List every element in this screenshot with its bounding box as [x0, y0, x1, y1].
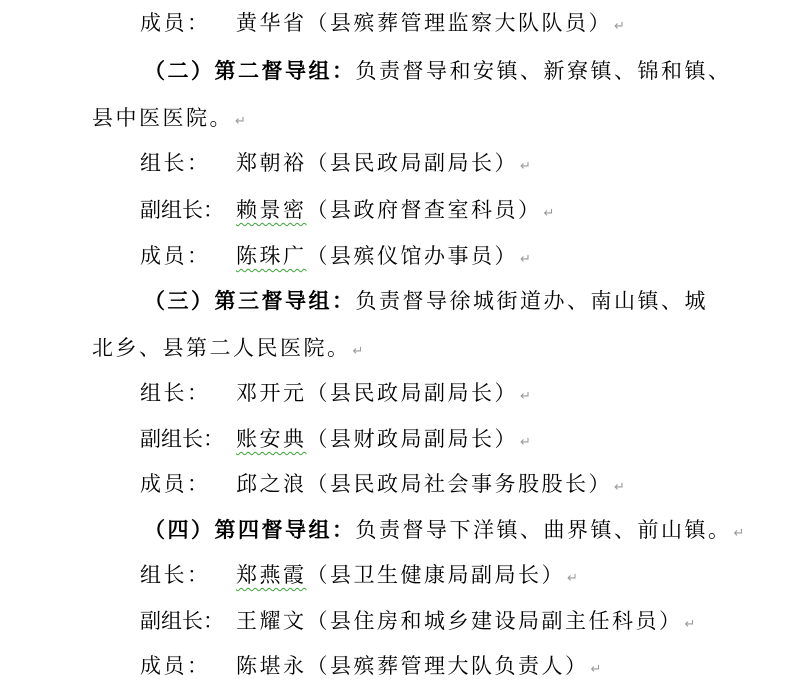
group-heading: （二）第二督导组：: [144, 58, 356, 83]
paragraph-mark-icon: ↵: [567, 571, 578, 586]
deputy-leader-line: [140, 424, 531, 458]
role-label: 副组长：: [140, 198, 224, 222]
person-title: （县卫生健康局副局长）: [306, 563, 565, 587]
member-line: [140, 8, 625, 42]
role-label: 成 员：: [140, 244, 211, 268]
person-name: 邓开元: [236, 381, 307, 405]
group-duty-text: 县中医医院。: [92, 106, 233, 130]
person-title: （县民政局社会事务股股长）: [306, 472, 612, 496]
member-line: [140, 651, 601, 685]
paragraph-mark-icon: ↵: [733, 526, 745, 541]
group-duty-text: 北乡、县第二人民医院。: [92, 336, 351, 360]
role-label: 组 长：: [140, 563, 211, 587]
person-name: 赖景密: [236, 198, 307, 222]
leader-line: [140, 148, 531, 182]
person-name: 陈珠广: [236, 244, 307, 268]
deputy-leader-line: [140, 606, 695, 640]
group-duty-text: 负责督导和安镇、新寮镇、锦和镇、: [355, 59, 732, 83]
group-duty-text: 负责督导下洋镇、曲界镇、前山镇。: [355, 518, 732, 542]
paragraph-mark-icon: ↵: [543, 206, 555, 221]
paragraph-mark-icon: ↵: [590, 662, 602, 677]
person-name: 王耀文: [236, 609, 307, 633]
role-label: 副组长：: [140, 609, 224, 633]
person-name: 郑燕霞: [236, 563, 307, 587]
role-label: 副组长：: [140, 427, 224, 451]
paragraph-mark-icon: ↵: [352, 344, 364, 359]
person-name: 黄华省: [236, 11, 307, 35]
group-duty-continuation: [92, 103, 246, 137]
paragraph-mark-icon: ↵: [684, 617, 696, 632]
paragraph-mark-icon: ↵: [520, 159, 531, 174]
deputy-leader-line: [140, 195, 554, 229]
role-label: 成 员：: [140, 472, 211, 496]
person-title: （县殡葬管理监察大队队员）: [306, 11, 612, 35]
role-label: 组 长：: [140, 381, 211, 405]
paragraph-mark-icon: ↵: [520, 252, 531, 267]
group-heading-line: [144, 286, 708, 316]
person-title: （县住房和城乡建设局副主任科员）: [306, 609, 683, 633]
leader-line: [140, 560, 578, 594]
group-heading-line: [144, 56, 732, 86]
person-title: （县殡仪馆办事员）: [306, 244, 518, 268]
person-name: 邱之浪: [236, 472, 307, 496]
leader-line: [140, 378, 531, 412]
role-label: 成 员：: [140, 11, 211, 35]
paragraph-mark-icon: ↵: [614, 19, 625, 34]
person-title: （县财政局副局长）: [306, 427, 518, 451]
paragraph-mark-icon: ↵: [235, 114, 246, 129]
member-line: [140, 241, 531, 275]
role-label: 组 长：: [140, 151, 211, 175]
paragraph-mark-icon: ↵: [520, 389, 531, 404]
group-duty-continuation: [92, 333, 363, 367]
group-heading-line: [144, 515, 744, 549]
person-title: （县民政局副局长）: [306, 381, 518, 405]
role-label: 成 员：: [140, 654, 211, 678]
person-name: 陈堪永: [236, 654, 307, 678]
member-line: [140, 469, 625, 503]
person-name: 郑朝裕: [236, 151, 307, 175]
person-title: （县殡葬管理大队负责人）: [306, 654, 589, 678]
group-duty-text: 负责督导徐城街道办、南山镇、城: [355, 289, 708, 313]
paragraph-mark-icon: ↵: [520, 435, 531, 450]
paragraph-mark-icon: ↵: [614, 480, 625, 495]
person-title: （县政府督查室科员）: [306, 198, 542, 222]
person-name: 账安典: [236, 427, 307, 451]
group-heading: （四）第四督导组：: [144, 517, 356, 542]
person-title: （县民政局副局长）: [306, 151, 518, 175]
group-heading: （三）第三督导组：: [144, 288, 356, 313]
